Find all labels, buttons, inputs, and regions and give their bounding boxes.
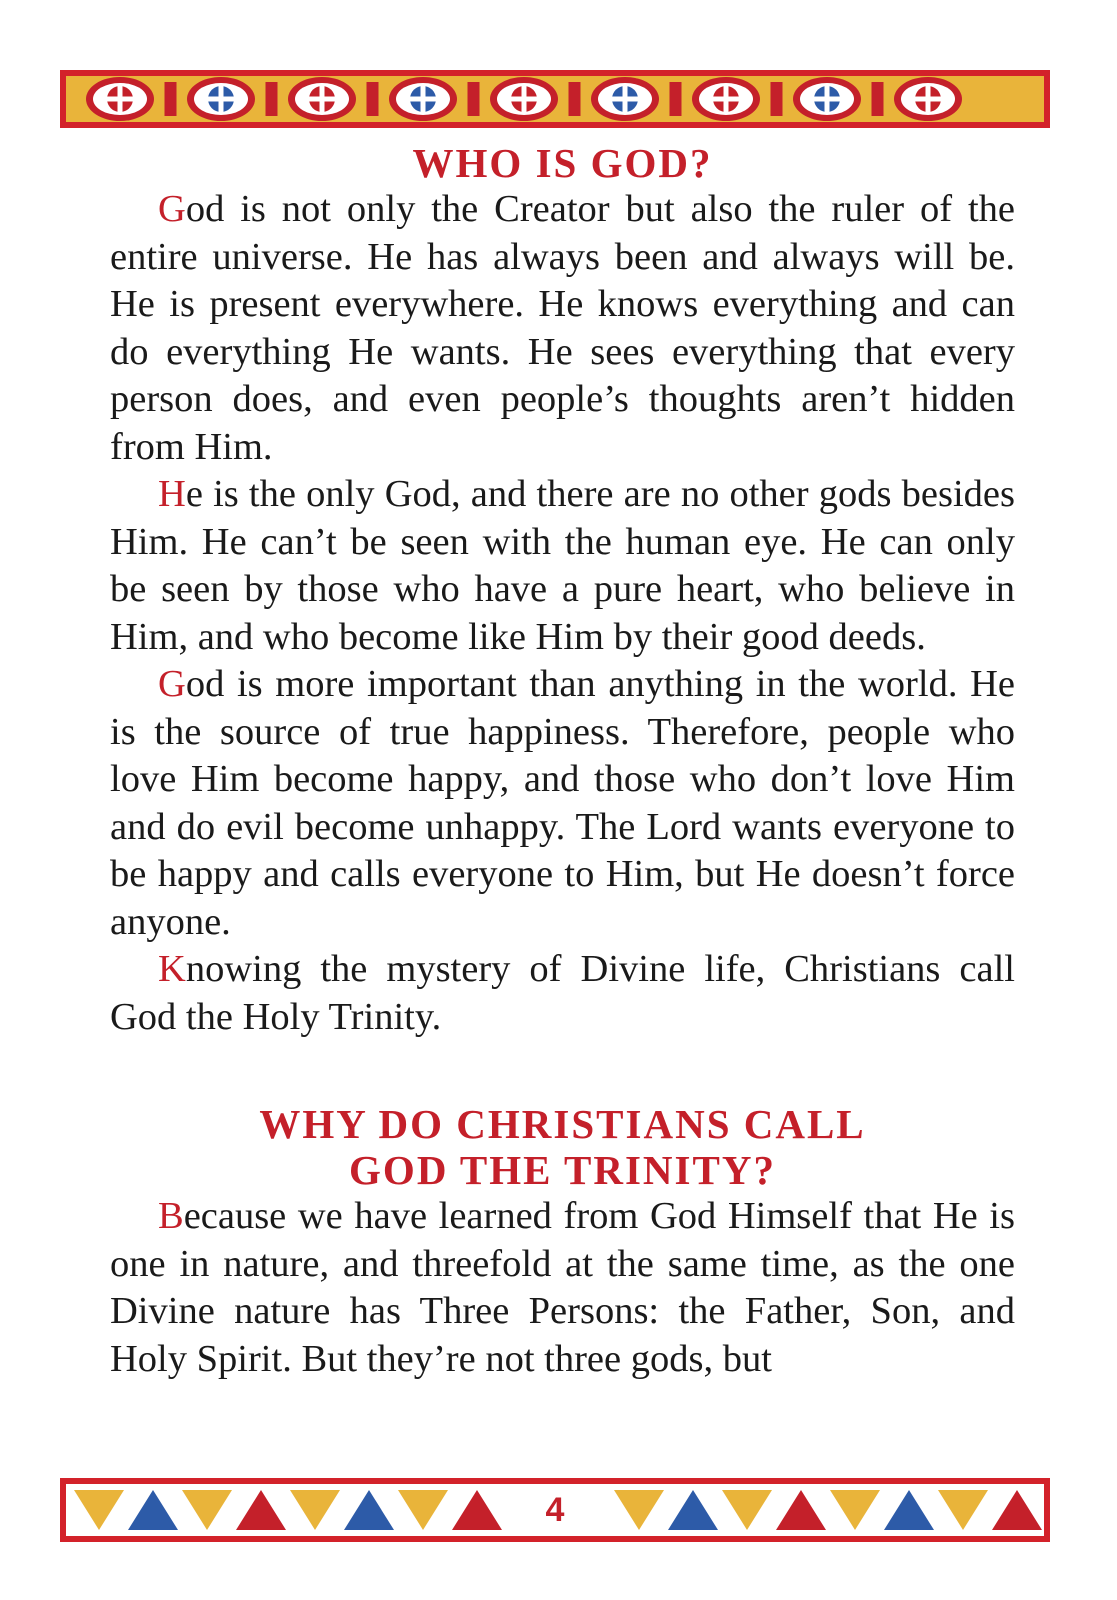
medallion-cross-icon	[288, 77, 356, 121]
ornament-bar	[569, 82, 581, 116]
drop-initial: G	[158, 188, 186, 230]
drop-initial: B	[158, 1195, 184, 1237]
section-title-who-is-god: WHO IS GOD?	[412, 140, 713, 186]
drop-initial: K	[158, 948, 186, 990]
paragraph: Knowing the mystery of Divine life, Christians call God the Holy Trinity.	[110, 948, 1015, 1038]
paragraph: God is not only the Creator but also the ruler of the entire universe. He has always been and always will be. He is present everywhere. He knows everything and can do everything He wants. He sees everything that every person does, and even people’s thoughts aren’t hidden from Him.	[110, 188, 1015, 468]
ornament-bar	[266, 82, 278, 116]
page-content	[110, 140, 1015, 1383]
ornament-bar	[670, 82, 682, 116]
top-ornamental-border	[60, 70, 1050, 128]
paragraph: He is the only God, and there are no other gods besides Him. He can’t be seen with the human eye. He can only be seen by those who have a pure heart, who believe in Him, and who become like Him by their good deeds.	[110, 473, 1015, 658]
medallion-cross-icon	[793, 77, 861, 121]
medallion-cross-icon	[894, 77, 962, 121]
medallion-cross-icon	[591, 77, 659, 121]
ornament-bar	[165, 82, 177, 116]
ornament-bar	[468, 82, 480, 116]
ornament-bar	[367, 82, 379, 116]
medallion-cross-icon	[86, 77, 154, 121]
medallion-cross-icon	[187, 77, 255, 121]
drop-initial: H	[158, 473, 186, 515]
medallion-cross-icon	[389, 77, 457, 121]
medallion-cross-icon	[490, 77, 558, 121]
medallion-cross-icon	[692, 77, 760, 121]
drop-initial: G	[158, 663, 186, 705]
paragraph: Because we have learned from God Himself that He is one in nature, and threefold at the same time, as the one Divine nature has Three Persons: the Father, Son, and Holy Spirit. But they’re not three gods, but	[110, 1195, 1015, 1380]
ornament-bar	[872, 82, 884, 116]
paragraph: God is more important than anything in the world. He is the source of true happiness. Therefore, people who love Him become happy, and those who don’t love Him and do evil become unhappy. The Lord wants everyone to be happy and calls everyone to Him, but He doesn’t force anyone.	[110, 663, 1015, 943]
page-number: 4	[532, 1488, 579, 1532]
ornament-bar	[771, 82, 783, 116]
section-title-why-trinity: WHY DO CHRISTIANS CALL GOD THE TRINITY?	[259, 1101, 866, 1193]
bottom-ornamental-border	[60, 1478, 1050, 1542]
